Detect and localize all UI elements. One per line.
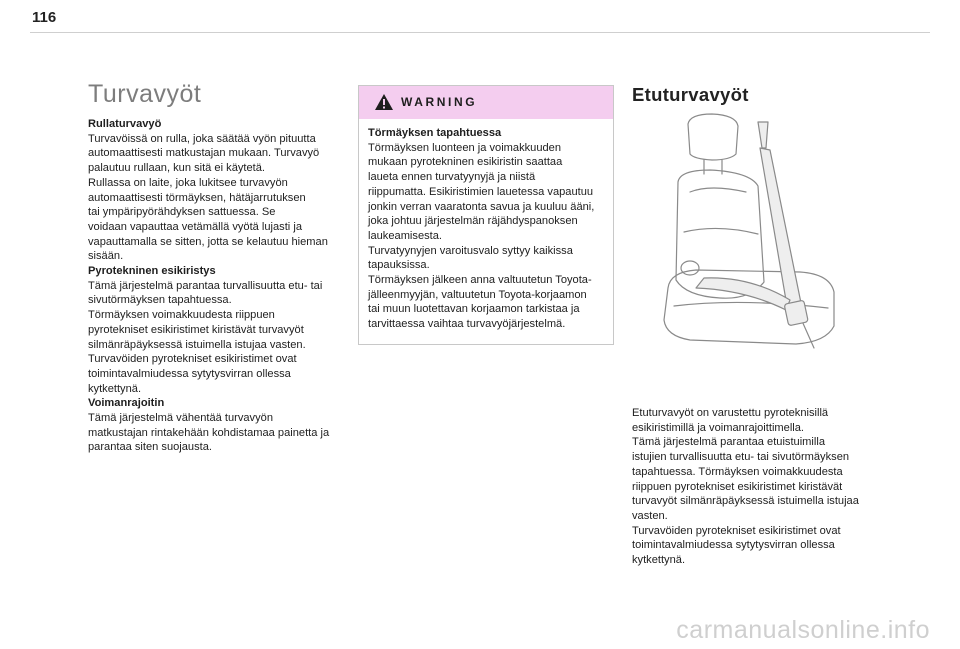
paragraph-pretensioner: Tämä järjestelmä parantaa turvallisuutta etu- tai sivutörmäyksen tapahtuessa. Törmäyksen voimakkuudesta riippuen pyrotekniset esikiristimet kiristävät turvavyöt silmänräpäyksessä istuimella istujaa vasten. Turvavöiden pyrotekniset esikiristimet ovat toimintavalmiudessa sytytysvirran ollessa kytkettynä. [88, 279, 323, 395]
warning-triangle-icon [374, 93, 394, 111]
subheading-pretensioner: Pyrotekninen esikiristys [88, 265, 216, 278]
left-column [88, 79, 348, 455]
section-title-front-seatbelts: Etuturvavyöt [632, 84, 749, 105]
warning-body [359, 119, 613, 332]
warning-label: WARNING [401, 95, 478, 109]
warning-text: Törmäyksen luonteen ja voimakkuuden mukaan pyrotekninen esikiristin saattaa laueta ennen turvatyynyjä ja niistä riippumatta. Esikiristimien lauetessa vapautuu jonkin verran vaaratonta savua ja kuuluu ääni, joka johtuu järjestelmän räjähdyspanoksen laukeamisesta. Turvatyynyjen varoitusvalo syttyy kaikissa tapauksissa. Törmäyksen jälkeen anna valtuutetun Toyota- jälleenmyyjän, valtuutetun Toyota-korjaamon tai muun luotettavan korjaamon tarkistaa ja tarvittaessa vaihtaa turvavyöjärjestelmä. [368, 141, 595, 331]
seat-belt-illustration [650, 112, 885, 352]
paragraph-force-limiter: Tämä järjestelmä vähentää turvavyön matkustajan rintakehään kohdistamaa painetta ja parantaa siten suojausta. [88, 412, 330, 454]
watermark: carmanualsonline.info [676, 616, 930, 644]
warning-box [358, 85, 614, 345]
header-divider [30, 32, 930, 33]
right-column [632, 406, 892, 568]
subheading-force-limiter: Voimanrajoitin [88, 397, 165, 410]
paragraph-front-seatbelts: Etuturvavyöt on varustettu pyroteknisillä esikiristimillä ja voimanrajoittimella. Tämä järjestelmä parantaa etuistuimilla istujien turvallisuutta etu- tai sivutörmäyksen tapahtuessa. Törmäyksen voimakkuudesta riippuen pyrotekniset esikiristimet kiristävät turvavyöt silmänräpäyksessä istuimella istujaa vasten. Turvavöiden pyrotekniset esikiristimet ovat toimintavalmiudessa sytytysvirran ollessa kytkettynä. [632, 407, 859, 567]
page-number: 116 [32, 9, 57, 26]
paragraph-retractor: Turvavöissä on rulla, joka säätää vyön pituutta automaattisesti matkustajan mukaan. Turvavyö palautuu rullaan, kun sitä ei käytetä. Rullassa on laite, joka lukitsee turvavyön automaattisesti törmäyksen, hätäjarrutuksen tai ympäripyörähdyksen sattuessa. Se voidaan vapauttaa vetämällä vyötä lujasti ja vapauttamalla se sitten, jotta se kelautuu hieman sisään. [88, 132, 328, 263]
warning-heading: Törmäyksen tapahtuessa [368, 127, 502, 139]
subheading-retractor: Rullaturvavyö [88, 118, 162, 130]
section-title-seatbelts: Turvavyöt [88, 80, 202, 108]
warning-header [359, 86, 613, 119]
